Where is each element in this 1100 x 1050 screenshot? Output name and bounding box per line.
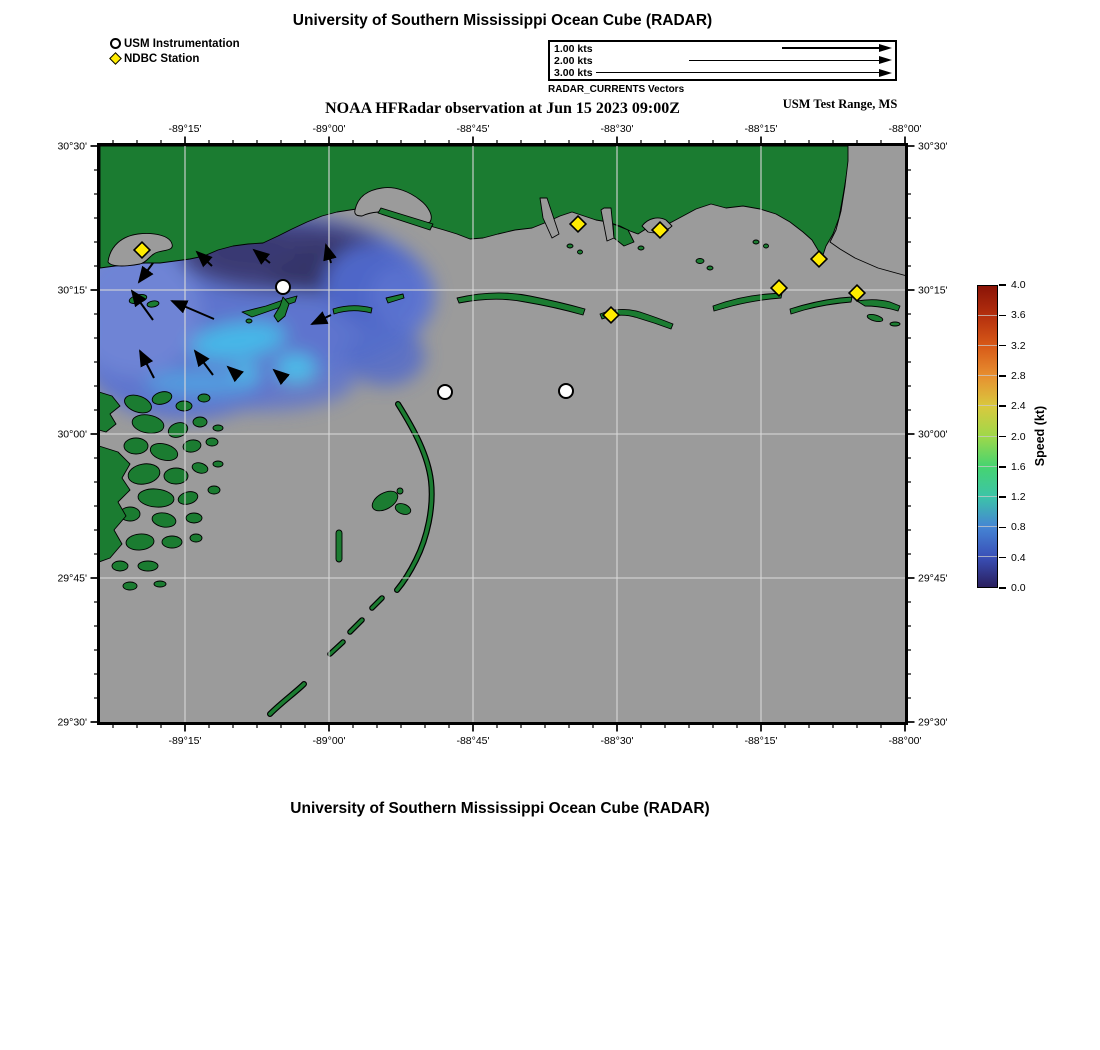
x-axis-tick-label: -88°45': [456, 735, 490, 747]
scale-arrow-icon: [782, 44, 892, 52]
vector-scale-caption: RADAR_CURRENTS Vectors: [548, 84, 685, 95]
x-axis-tick-label: -88°00': [888, 735, 922, 747]
colorbar-tick: [999, 375, 1006, 377]
colorbar-tick-label: 4.0: [1011, 279, 1026, 291]
y-axis-tick-label: 29°30': [57, 716, 87, 729]
x-axis-tick-label: -88°15': [744, 123, 778, 135]
x-axis-tick-label: -88°30': [600, 123, 634, 135]
colorbar-tick: [999, 345, 1006, 347]
colorbar-axis-label: Speed (kt): [1033, 405, 1047, 467]
y-axis-tick-label: 30°00': [918, 428, 948, 441]
legend-label-ndbc: NDBC Station: [124, 52, 200, 65]
map-legend: [110, 36, 240, 66]
colorbar-tick: [999, 315, 1006, 317]
colorbar-tick: [999, 496, 1006, 498]
legend-item-ndbc: [110, 51, 240, 66]
x-axis-tick-label: -88°30': [600, 735, 634, 747]
usm-instrumentation-icon: [110, 38, 121, 49]
x-axis-tick-label: -88°15': [744, 735, 778, 747]
colorbar-tick-label: 3.2: [1011, 339, 1026, 352]
footer-title: University of Southern Mississippi Ocean Cube (RADAR): [290, 800, 710, 817]
colorbar-tick-label: 3.6: [1011, 309, 1026, 322]
vector-scale-row: [550, 42, 895, 54]
colorbar-tick-label: 1.6: [1011, 460, 1026, 473]
y-axis-tick-label: 29°45': [918, 572, 948, 585]
usm-instrumentation-marker: [438, 385, 452, 399]
vector-scale-box: [548, 40, 897, 81]
ndbc-station-icon: [109, 52, 122, 65]
vector-scale-label: 3.00 kts: [554, 67, 593, 80]
colorbar-tick: [999, 405, 1006, 407]
colorbar-tick-label: 0.0: [1011, 582, 1026, 594]
vector-scale-label: 1.00 kts: [554, 42, 593, 55]
x-axis-tick-label: -89°00': [312, 123, 346, 135]
vector-scale-label: 2.00 kts: [554, 54, 593, 67]
colorbar-tick: [999, 466, 1006, 468]
x-axis-tick-label: -89°00': [312, 735, 346, 747]
y-axis-tick-label: 30°30': [918, 140, 948, 153]
legend-item-usm: [110, 36, 240, 51]
colorbar-tick-label: 0.8: [1011, 521, 1026, 534]
region-label: USM Test Range, MS: [782, 97, 898, 111]
colorbar-tick: [999, 587, 1006, 589]
colorbar-gradient: [977, 285, 998, 588]
y-axis-tick-label: 29°45': [57, 572, 87, 585]
observation-subtitle: NOAA HFRadar observation at Jun 15 2023 09:00Z: [325, 100, 680, 117]
usm-instrumentation-marker: [559, 384, 573, 398]
y-axis-tick-label: 30°30': [57, 140, 87, 153]
map-canvas: [57, 123, 948, 747]
colorbar-tick-label: 1.2: [1011, 491, 1026, 504]
vector-scale-row: [550, 54, 895, 66]
usm-instrumentation-marker: [276, 280, 290, 294]
scale-arrow-icon: [596, 69, 892, 77]
colorbar-tick-label: 2.0: [1011, 430, 1026, 443]
page-title: University of Southern Mississippi Ocean Cube (RADAR): [292, 12, 713, 29]
colorbar-tick: [999, 436, 1006, 438]
y-axis-tick-label: 30°00': [57, 428, 87, 441]
y-axis-tick-label: 30°15': [918, 284, 948, 297]
colorbar-tick-label: 2.8: [1011, 369, 1026, 382]
x-axis-tick-label: -89°15': [168, 735, 202, 747]
colorbar-tick-label: 0.4: [1011, 551, 1026, 564]
colorbar-tick: [999, 557, 1006, 559]
colorbar-tick: [999, 284, 1006, 286]
colorbar-tick-label: 2.4: [1011, 400, 1026, 413]
colorbar-tick: [999, 527, 1006, 529]
y-axis-tick-label: 30°15': [57, 284, 87, 297]
x-axis-tick-label: -88°45': [456, 123, 490, 135]
vector-scale-row: [550, 67, 895, 79]
legend-label-usm: USM Instrumentation: [124, 37, 240, 50]
x-axis-tick-label: -89°15': [168, 123, 202, 135]
x-axis-tick-label: -88°00': [888, 123, 922, 135]
y-axis-tick-label: 29°30': [918, 716, 948, 729]
scale-arrow-icon: [689, 56, 892, 64]
